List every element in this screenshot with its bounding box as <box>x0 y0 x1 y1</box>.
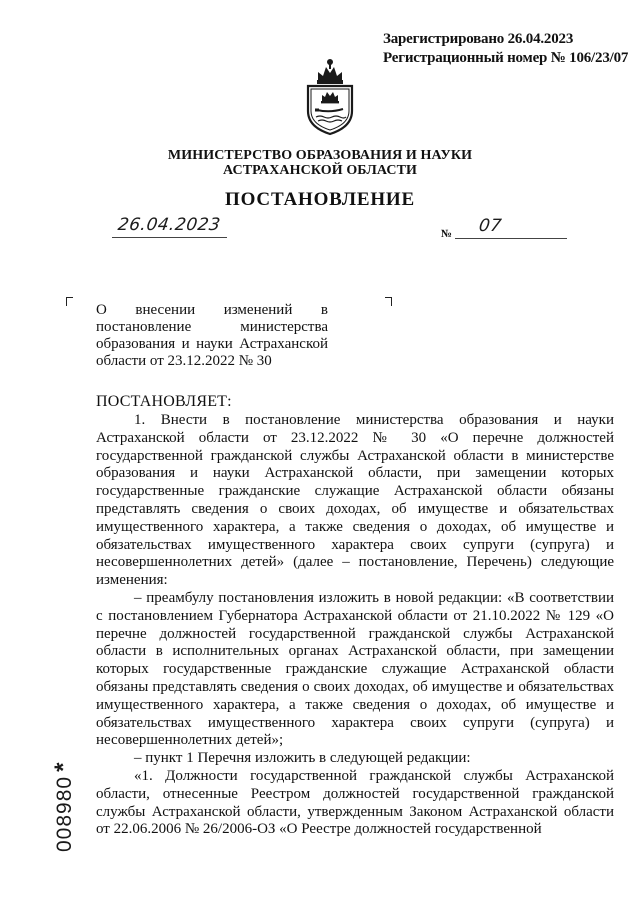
ministry-line-1: МИНИСТЕРСТВО ОБРАЗОВАНИЯ И НАУКИ <box>167 148 473 163</box>
number-label: № <box>441 228 453 240</box>
document-type: ПОСТАНОВЛЕНИЕ <box>225 189 415 210</box>
paragraph-4: «1. Должности государственной гражданской службы Астраханской области, отнесенные Реестром должностей государственной гражданской службы Астраханской области, утвержденным Законом Астраханской области от 22.06.2006 № 26/2006-ОЗ «О Реестре должностей государственной <box>96 767 614 838</box>
document-date-field <box>112 215 227 238</box>
decree-heading: ПОСТАНОВЛЯЕТ: <box>96 393 232 410</box>
document-subject <box>96 302 328 370</box>
paragraph-1: 1. Внести в постановление министерства образования и науки Астраханской области от 23.12.2022 № 30 «О перечне должностей государственной гражданской службы Астраханской области в министерстве образования и науки Астраханской области, при замещении которых государственные гражданские служащие Астраханской области обязаны представлять сведения о своих доходах, об имуществе и обязательствах имущественного характера, а также сведения о доходах, об имуществе и обязательствах имущественного характера своих супруги (супруга) и несовершеннолетних детей» (далее – постановление, Перечень) следующие изменения: <box>96 412 614 589</box>
subject-corner-left-icon <box>66 297 73 306</box>
registration-number: Регистрационный номер № 106/23/07 <box>383 50 629 66</box>
registration-date: Зарегистрировано 26.04.2023 <box>383 31 574 47</box>
coat-of-arms-icon <box>300 55 360 137</box>
subject-line-2: постановление министерства <box>96 319 328 335</box>
paragraph-2: – преамбулу постановления изложить в новой редакции: «В соответствии с постановлением Губернатора Астраханской области от 21.10.2022 № 129 «О перечне должностей государственной гражданской службы Астраханской области в исполнительных органах Астраханской области, при замещении которых государственные гражданские служащие Астраханской области обязаны представлять сведения о своих доходах, об имуществе и обязательствах имущественного характера, а также сведения о доходах, об имуществе и обязательствах имущественного характера своих супруги (супруга) и несовершеннолетних детей»; <box>96 589 614 749</box>
document-number: 07 <box>477 216 504 236</box>
ministry-title <box>0 148 640 178</box>
ministry-line-2: АСТРАХАНСКОЙ ОБЛАСТИ <box>222 163 417 178</box>
subject-line-1: О внесении изменений в <box>96 302 328 318</box>
subject-corner-right-icon <box>385 297 392 306</box>
stamp-mark: * <box>50 761 77 772</box>
registration-block <box>383 30 628 68</box>
stamp-number: 008980 <box>53 775 76 852</box>
subject-line-3: образования и науки Астраханской <box>96 336 328 352</box>
paragraph-3: – пункт 1 Перечня изложить в следующей редакции: <box>134 750 471 767</box>
margin-stamp <box>50 732 80 852</box>
document-body <box>96 392 614 839</box>
subject-line-4: области от 23.12.2022 № 30 <box>96 353 272 369</box>
document-number-field <box>455 216 567 239</box>
document-date: 26.04.2023 <box>116 215 222 235</box>
